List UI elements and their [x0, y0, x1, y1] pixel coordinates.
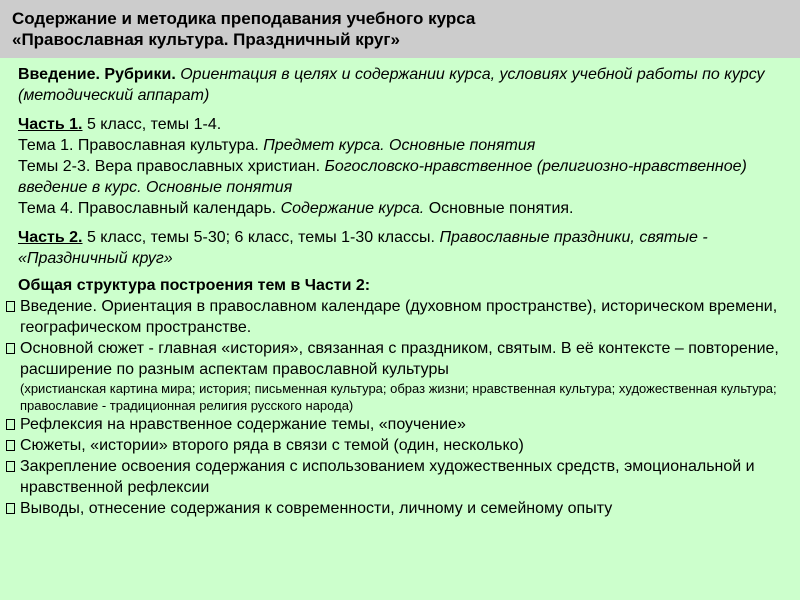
list-item-text: Основной сюжет - главная «история», связанная с праздником, святым. В её контексте – повторение, расширение по разным аспектам православной культуры: [20, 340, 779, 378]
intro-text: Ориентация в целях и содержании курса, условиях учебной работы по курсу (методический аппарат): [18, 66, 765, 104]
list-item-text: Закрепление освоения содержания с использованием художественных средств, эмоциональной и нравственной рефлексии: [20, 458, 755, 496]
intro-label: Введение. Рубрики.: [18, 66, 176, 83]
checkbox-bullet-icon: [6, 456, 18, 472]
topic-4-title: Тема 4. Православный календарь.: [18, 200, 277, 217]
checkbox-bullet-icon: [6, 414, 18, 430]
structure-heading: Общая структура построения тем в Части 2:: [18, 277, 371, 294]
part1-header: [18, 114, 796, 135]
part1-topic-2-3: [18, 156, 796, 198]
topic-1-title: Тема 1. Православная культура.: [18, 137, 259, 154]
checkbox-bullet-icon: [6, 498, 18, 514]
part1-label: Часть 1.: [18, 116, 83, 133]
title-line-1: Содержание и методика преподавания учебного курса: [12, 9, 476, 28]
checkbox-bullet-icon: [6, 338, 18, 354]
topic-2-3-desc: Богословско-нравственное (религиозно-нравственное) введение в курс. Основные понятия: [18, 158, 747, 196]
part2-block: [6, 227, 796, 269]
part1-summary: 5 класс, темы 1-4.: [86, 116, 222, 133]
title-line-2: «Православная культура. Праздничный круг»: [12, 30, 400, 49]
slide-content: [6, 64, 796, 519]
list-item: [6, 338, 796, 414]
page-title: [12, 8, 475, 50]
topic-4-tail: Основные понятия.: [428, 200, 574, 217]
list-item-text: Сюжеты, «истории» второго ряда в связи с темой (один, несколько): [20, 437, 524, 454]
list-item-note: (христианская картина мира; история; письменная культура; образ жизни; нравственная культура; художественная культура; православие - традиционная религия русского народа): [20, 381, 777, 413]
list-item: [6, 414, 796, 435]
part1-topic-1: [18, 135, 796, 156]
part2-summary: 5 класс, темы 5-30; 6 класс, темы 1-30 классы.: [86, 229, 435, 246]
part2-label: Часть 2.: [18, 229, 83, 246]
intro-paragraph: [6, 64, 796, 106]
topic-1-desc: Предмет курса. Основные понятия: [263, 137, 536, 154]
structure-list: [6, 296, 796, 519]
checkbox-bullet-icon: [6, 435, 18, 451]
list-item: [6, 498, 796, 519]
part2-italic: Православные праздники, святые - «Праздничный круг»: [18, 229, 708, 267]
topic-2-3-title: Темы 2-3. Вера православных христиан.: [18, 158, 321, 175]
header-bar: [0, 0, 800, 58]
checkbox-bullet-icon: [6, 296, 18, 312]
list-item: [6, 435, 796, 456]
part1-topic-4: [18, 198, 796, 219]
list-item-text: Выводы, отнесение содержания к современности, личному и семейному опыту: [20, 500, 613, 517]
list-item: [6, 456, 796, 498]
topic-4-desc: Содержание курса.: [280, 200, 425, 217]
list-item-text: Рефлексия на нравственное содержание темы, «поучение»: [20, 416, 466, 433]
list-item-text: Введение. Ориентация в православном календаре (духовном пространстве), историческом времени, географическом пространстве.: [20, 298, 778, 336]
part1-block: [6, 114, 796, 219]
list-item: [6, 296, 796, 338]
